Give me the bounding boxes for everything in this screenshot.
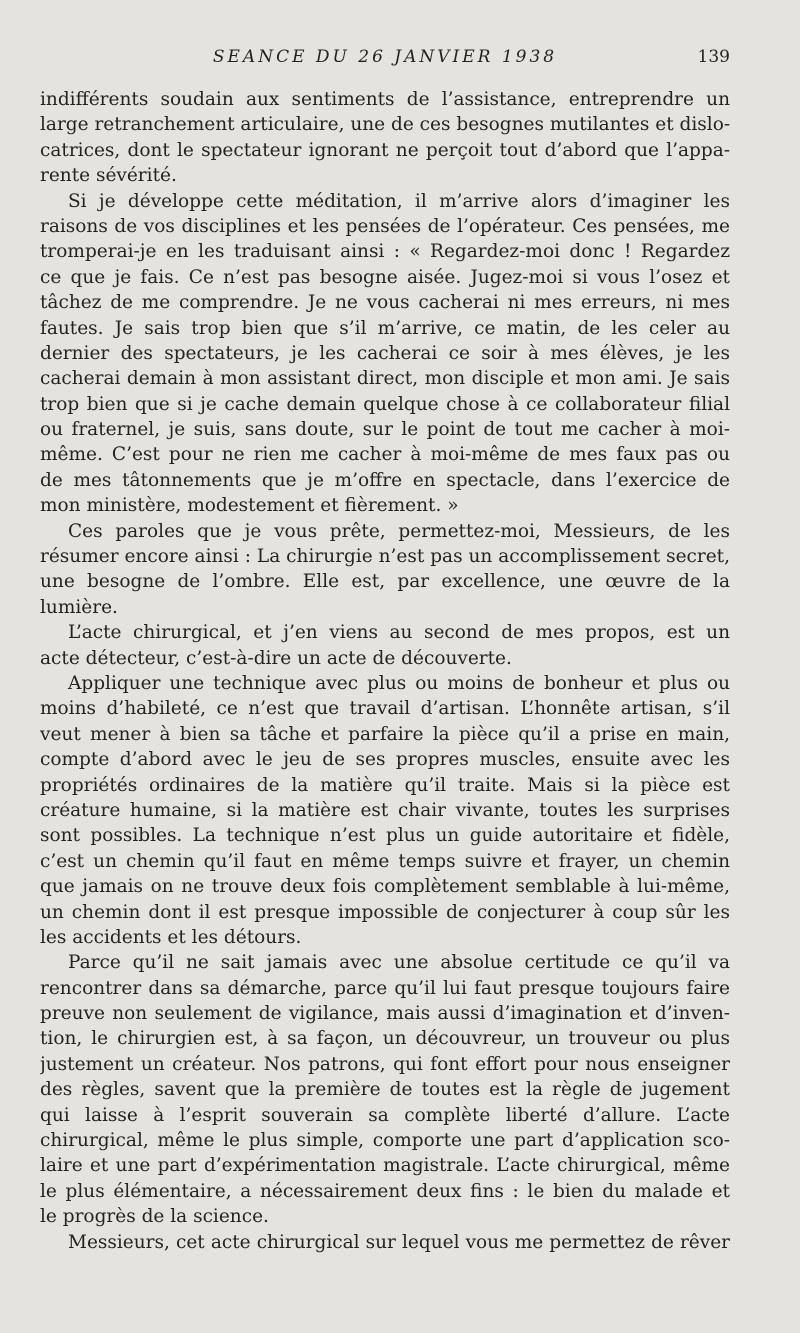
body-text: [40, 87, 730, 1255]
text-line: créature humaine, si la matière est chair vivante, toutes les surprises: [40, 799, 730, 821]
text-line: rente sévérité.: [40, 165, 177, 187]
text-line: indifférents soudain aux sentiments de l’assistance, entreprendre un: [40, 89, 730, 110]
text-line: résumer encore ainsi : La chirurgie n’est pas un accomplissement secret,: [40, 546, 730, 568]
text-line: L’acte chirurgical, et j’en viens au second de mes propos, est un: [68, 622, 730, 644]
text-line: un chemin dont il est presque impossible de conjecturer à coup sûr les: [40, 901, 730, 923]
text-line: même. C’est pour ne rien me cacher à moi-même de mes faux pas ou: [40, 444, 730, 466]
text-line: tâchez de me comprendre. Je ne vous cacherai ni mes erreurs, ni mes: [40, 292, 730, 314]
text-line: ou fraternel, je suis, sans doute, sur le point de tout me cacher à moi-: [40, 419, 730, 441]
text-line: mon ministère, modestement et fièrement. »: [40, 495, 459, 517]
text-line: moins d’habileté, ce n’est que travail d’artisan. L’honnête artisan, s’il: [40, 698, 730, 720]
text-line: lumière.: [40, 596, 118, 618]
text-line: de mes tâtonnements que je m’offre en spectacle, dans l’exercice de: [40, 469, 730, 491]
text-line: tion, le chirurgien est, à sa façon, un découvreur, un trouveur ou plus: [40, 1028, 730, 1050]
text-line: fautes. Je sais trop bien que s’il m’arrive, ce matin, de les celer au: [40, 317, 730, 339]
text-line: justement un créateur. Nos patrons, qui font effort pour nous enseigner: [40, 1053, 730, 1075]
text-line: le progrès de la science.: [40, 1206, 269, 1228]
text-line: Ces paroles que je vous prête, permettez-moi, Messieurs, de les: [68, 520, 730, 542]
text-line: ce que je fais. Ce n’est pas besogne aisée. Jugez-moi si vous l’osez et: [40, 266, 730, 288]
text-line: trop bien que si je cache demain quelque chose à ce collaborateur filial: [40, 393, 730, 415]
text-line: Parce qu’il ne sait jamais avec une absolue certitude ce qu’il va: [68, 952, 730, 974]
running-title: SEANCE DU 26 JANVIER 1938: [212, 47, 558, 67]
text-line: cacherai demain à mon assistant direct, mon disciple et mon ami. Je sais: [40, 368, 730, 390]
text-line: c’est un chemin qu’il faut en même temps suivre et frayer, un chemin: [40, 850, 730, 872]
text-line: veut mener à bien sa tâche et parfaire la pièce qu’il a prise en main,: [40, 723, 730, 745]
text-line: laire et une part d’expérimentation magistrale. L’acte chirurgical, même: [40, 1155, 730, 1177]
text-line: chirurgical, même le plus simple, comporte une part d’application sco-: [40, 1130, 730, 1152]
text-line: preuve non seulement de vigilance, mais aussi d’imagination et d’inven-: [40, 1003, 730, 1025]
text-line: des règles, savent que la première de toutes est la règle de jugement: [40, 1079, 730, 1101]
text-line: sont possibles. La technique n’est plus un guide autoritaire et fidèle,: [40, 825, 730, 847]
text-line: une besogne de l’ombre. Elle est, par excellence, une œuvre de la: [40, 571, 730, 593]
text-line: Appliquer une technique avec plus ou moins de bonheur et plus ou: [68, 672, 730, 694]
text-line: large retranchement articulaire, une de ces besognes mutilantes et dislo-: [40, 114, 730, 136]
text-line: le plus élémentaire, a nécessairement deux fins : le bien du malade et: [40, 1180, 730, 1202]
text-line: tromperai-je en les traduisant ainsi : « Regardez-moi donc ! Regardez: [40, 241, 730, 263]
text-line: acte détecteur, c’est-à-dire un acte de découverte.: [40, 647, 512, 669]
text-line: propriétés ordinaires de la matière qu’il traite. Mais si la pièce est: [40, 774, 730, 796]
text-line: catrices, dont le spectateur ignorant ne perçoit tout d’abord que l’appa-: [40, 139, 730, 161]
text-line: Messieurs, cet acte chirurgical sur lequel vous me permettez de rêver: [68, 1231, 730, 1253]
text-line: les accidents et les détours.: [40, 926, 302, 948]
running-head: [40, 47, 730, 71]
text-line: qui laisse à l’esprit souverain sa complète liberté d’allure. L’acte: [40, 1104, 730, 1126]
text-line: rencontrer dans sa démarche, parce qu’il lui faut presque toujours faire: [40, 977, 730, 999]
text-line: dernier des spectateurs, je les cacherai ce soir à mes élèves, je les: [40, 342, 730, 364]
text-line: que jamais on ne trouve deux fois complètement semblable à lui-même,: [40, 876, 730, 898]
text-line: compte d’abord avec le jeu de ses propres muscles, ensuite avec les: [40, 749, 730, 771]
text-line: raisons de vos disciplines et les pensées de l’opérateur. Ces pensées, me: [40, 215, 730, 237]
page-number: 139: [697, 47, 730, 67]
text-line: Si je développe cette méditation, il m’arrive alors d’imaginer les: [68, 190, 730, 212]
